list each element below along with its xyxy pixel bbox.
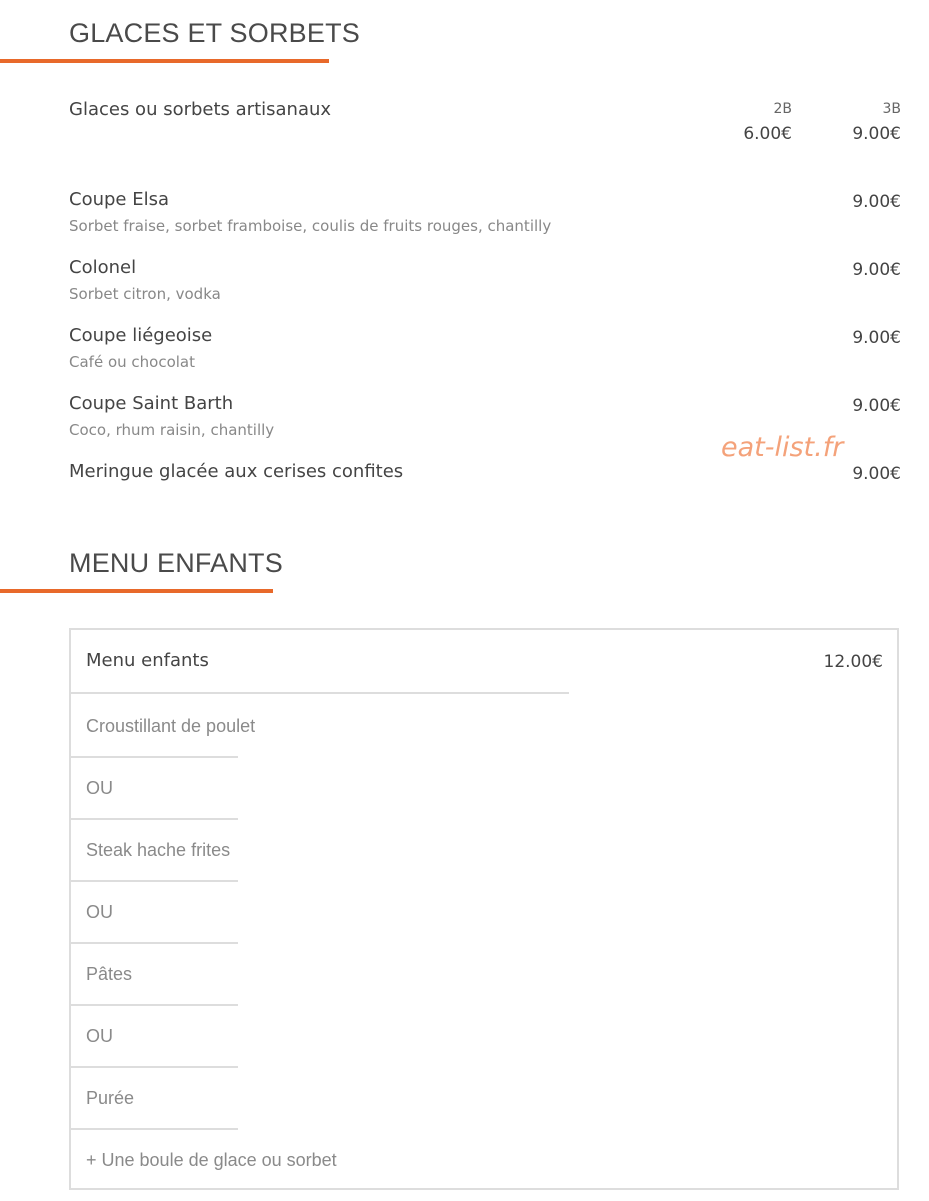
menu-divider [71,692,569,694]
section-title-glaces: GLACES ET SORBETS [69,18,360,48]
kids-menu-option: OU [86,902,113,922]
section-underline [0,59,329,63]
size-label-2b: 2B [773,101,792,117]
menu-divider [71,756,238,758]
menu-item-name: Coupe liégeoise [69,325,213,346]
size-label-3b: 3B [882,101,901,117]
menu-divider [71,1004,238,1006]
menu-item-description: Sorbet fraise, sorbet framboise, coulis de fruits rouges, chantilly [69,217,552,235]
kids-menu-option: Purée [86,1088,135,1108]
size-price-3b: 9.00€ [852,124,901,144]
menu-item-price: 9.00€ [852,396,901,416]
menu-item-price: 9.00€ [852,328,901,348]
menu-item-price: 9.00€ [852,260,901,280]
menu-item-name: Glaces ou sorbets artisanaux [69,99,332,120]
kids-menu-option: Pâtes [86,964,133,984]
menu-divider [71,942,238,944]
menu-item-name: Colonel [69,257,137,278]
menu-item-name: Coupe Elsa [69,189,169,210]
menu-divider [71,1066,238,1068]
menu-divider [71,1128,238,1130]
section-title-enfants: MENU ENFANTS [69,548,283,578]
kids-menu-title: Menu enfants [86,650,209,671]
section-underline [0,589,273,593]
menu-divider [71,880,238,882]
kids-menu-option: + Une boule de glace ou sorbet [86,1150,337,1170]
menu-item-description: Coco, rhum raisin, chantilly [69,421,275,439]
kids-menu-card [69,628,899,1190]
kids-menu-option: OU [86,778,113,798]
menu-item-price: 9.00€ [852,464,901,484]
watermark-logo: eat-list.fr [721,432,844,463]
size-price-2b: 6.00€ [743,124,792,144]
menu-item-description: Café ou chocolat [69,353,195,371]
menu-item-name: Coupe Saint Barth [69,393,234,414]
kids-menu-option: OU [86,1026,113,1046]
menu-divider [71,818,238,820]
kids-menu-option: Croustillant de poulet [86,716,256,736]
menu-item-description: Sorbet citron, vodka [69,285,221,303]
kids-menu-price: 12.00€ [823,652,883,672]
kids-menu-option: Steak hache frites [86,840,231,860]
menu-item-price: 9.00€ [852,192,901,212]
menu-item-name: Meringue glacée aux cerises confites [69,461,404,482]
